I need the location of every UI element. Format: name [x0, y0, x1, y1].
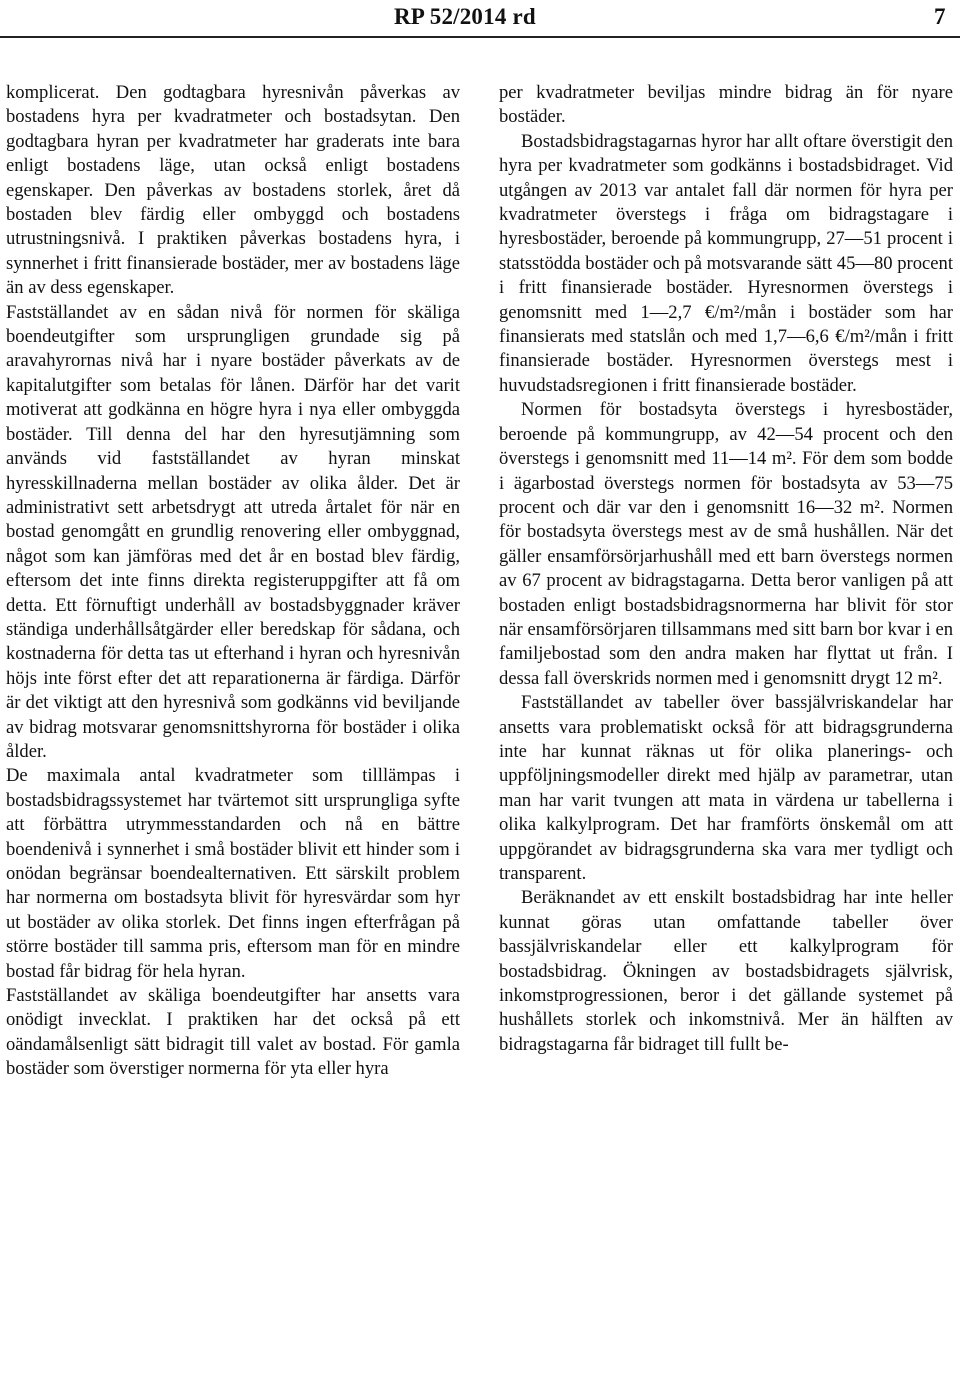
document-reference: RP 52/2014 rd — [394, 4, 536, 29]
paragraph: komplicerat. Den godtagbara hyresnivån påverkas av bostadens hyra per kvadratmeter och bostadsytan. Den godtagbara hyran per kvadratmeter har graderats inte bara enligt bostadens läge, utan också enligt bostadens egenskaper. Den påverkas av bostadens storlek, året då bostaden blev färdig eller ombyggd och bostadens utrustningsnivå. I praktiken påverkas bostadens hyra, i synnerhet i fritt finansierade bostäder, mer av bostadens läge än av dess egenskaper. — [6, 82, 460, 299]
paragraph: Fastställandet av skäliga boendeutgifter har ansetts vara onödigt invecklat. I praktiken har det också på ett oändamålsenligt sätt bidragit till valet av bostad. För gamla bostäder som överstiger normerna för yta eller hyra — [6, 985, 460, 1080]
header-divider — [0, 36, 960, 38]
right-column — [499, 81, 953, 1057]
paragraph: per kvadratmeter beviljas mindre bidrag än för nyare bostäder. — [499, 82, 953, 128]
paragraph: Fastställandet av en sådan nivå för normen för skäliga boendeutgifter som ursprungligen grundade sig på aravahyrornas nivå har i nyare bostäder påverkats av de kapitalutgifter som betalas för lånen. Därför har det varit motiverat att godkänna en högre hyra i nya eller ombyggda bostäder. Till denna del har den hyresutjämning som används vid fastställandet av hyran minskat hyresskillnaderna mellan bostäder av olika ålder. Det är administrativt sett arbetsdrygt att utreda årtalet för när en bostad genomgått en grundlig renovering eller ombyggnad, något som kan jämföras med det år en bostad blev färdig, eftersom det inte finns direkta registeruppgifter att få om detta. Ett förnuftigt underhåll av bostadsbyggnader kräver ständiga underhållsåtgärder eller beredskap för sådana, och kostnaderna för detta tas ut efterhand i hyran och hyresnivån höjs inte först efter det att reparationerna är färdiga. Därför är det viktigt att den hyresnivå som godkänns vid beviljande av bidrag motsvarar genomsnittshyrorna för bostäder i olika ålder. — [6, 301, 460, 762]
paragraph: Fastställandet av tabeller över bassjälvriskandelar har ansetts vara problematiskt också för att bidragsgrunderna inte har kunnat räknas ut för olika planerings- och uppföljningsmodeller direkt med hjälp av parametrar, utan man har varit tvungen att mata in värdena ur tabellerna i olika kalkylprogram. Det har framförts önskemål om att uppgörandet av bidragsgrunderna ska vara mer tydligt och transparent. — [499, 692, 953, 884]
paragraph: De maximala antal kvadratmeter som tilllämpas i bostadsbidragssystemet har tvärtemot sitt ursprungliga syfte att förbättra utrymmesstandarden och nå en bättre boendenivå i synnerhet i små bostäder blivit ett hinder som i onödan begränsar boendealternativen. Ett särskilt problem har normerna om bostadsyta blivit för hyresvärdar som hyr ut bostäder av olika storlek. Det finns ingen efterfrågan på större bostäder till samma pris, eftersom man för en mindre bostad får bidrag för hela hyran. — [6, 765, 460, 982]
paragraph: Normen för bostadsyta överstegs i hyresbostäder, beroende på kommungrupp, av 42—54 procent och den överstegs i genomsnitt med 11—14 m². För dem som bodde i ägarbostad överstegs normen för bostadsyta av 53—75 procent och där var den i genomsnitt 16—32 m². Normen för bostadsyta överstegs mest av de små hushållen. När det gäller ensamförsörjarhushåll med ett barn överstegs normen av 67 procent av bidragstagarna. Detta beror vanligen på att bostaden enligt bostadsbidragsnormerna har blivit för stor när ensamförsörjaren tillsammans med sitt barn bor kvar i en familjebostad som den andra maken har flyttat ut från. I dessa fall överskrids normen med i genomsnitt drygt 12 m². — [499, 399, 953, 689]
paragraph: Beräknandet av ett enskilt bostadsbidrag har inte heller kunnat göras utan omfattande tabeller över bassjälvriskandelar eller ett kalkylprogram för bostadsbidrag. Ökningen av bostadsbidragets självrisk, inkomstprogressionen, beror i det gällande systemet på hushållets storlek och inkomstnivå. Mer än hälften av bidragstagarna får bidraget till fullt be- — [499, 887, 953, 1055]
paragraph: Bostadsbidragstagarnas hyror har allt oftare överstigit den hyra per kvadratmeter som godkänns i bostadsbidraget. Vid utgången av 2013 var antalet fall där normen för hyra per kvadratmeter överstegs i fråga om bidragstagare i hyresbostäder, beroende på kommungrupp, 27—51 procent i statsstödda bostäder och på motsvarande sätt 45—80 procent i fritt finansierade bostäder. Hyresnormen överstegs i genomsnitt med 1—2,7 €/m²/mån i bostäder som har finansierats med statslån och med 1,7—6,6 €/m²/mån i fritt finansierade bostäder. Hyresnormen överstegs mest i huvudstadsregionen i fritt finansierade bostäder. — [499, 130, 953, 396]
page-header — [0, 0, 960, 36]
left-column — [6, 81, 460, 1082]
page-number: 7 — [934, 4, 946, 29]
